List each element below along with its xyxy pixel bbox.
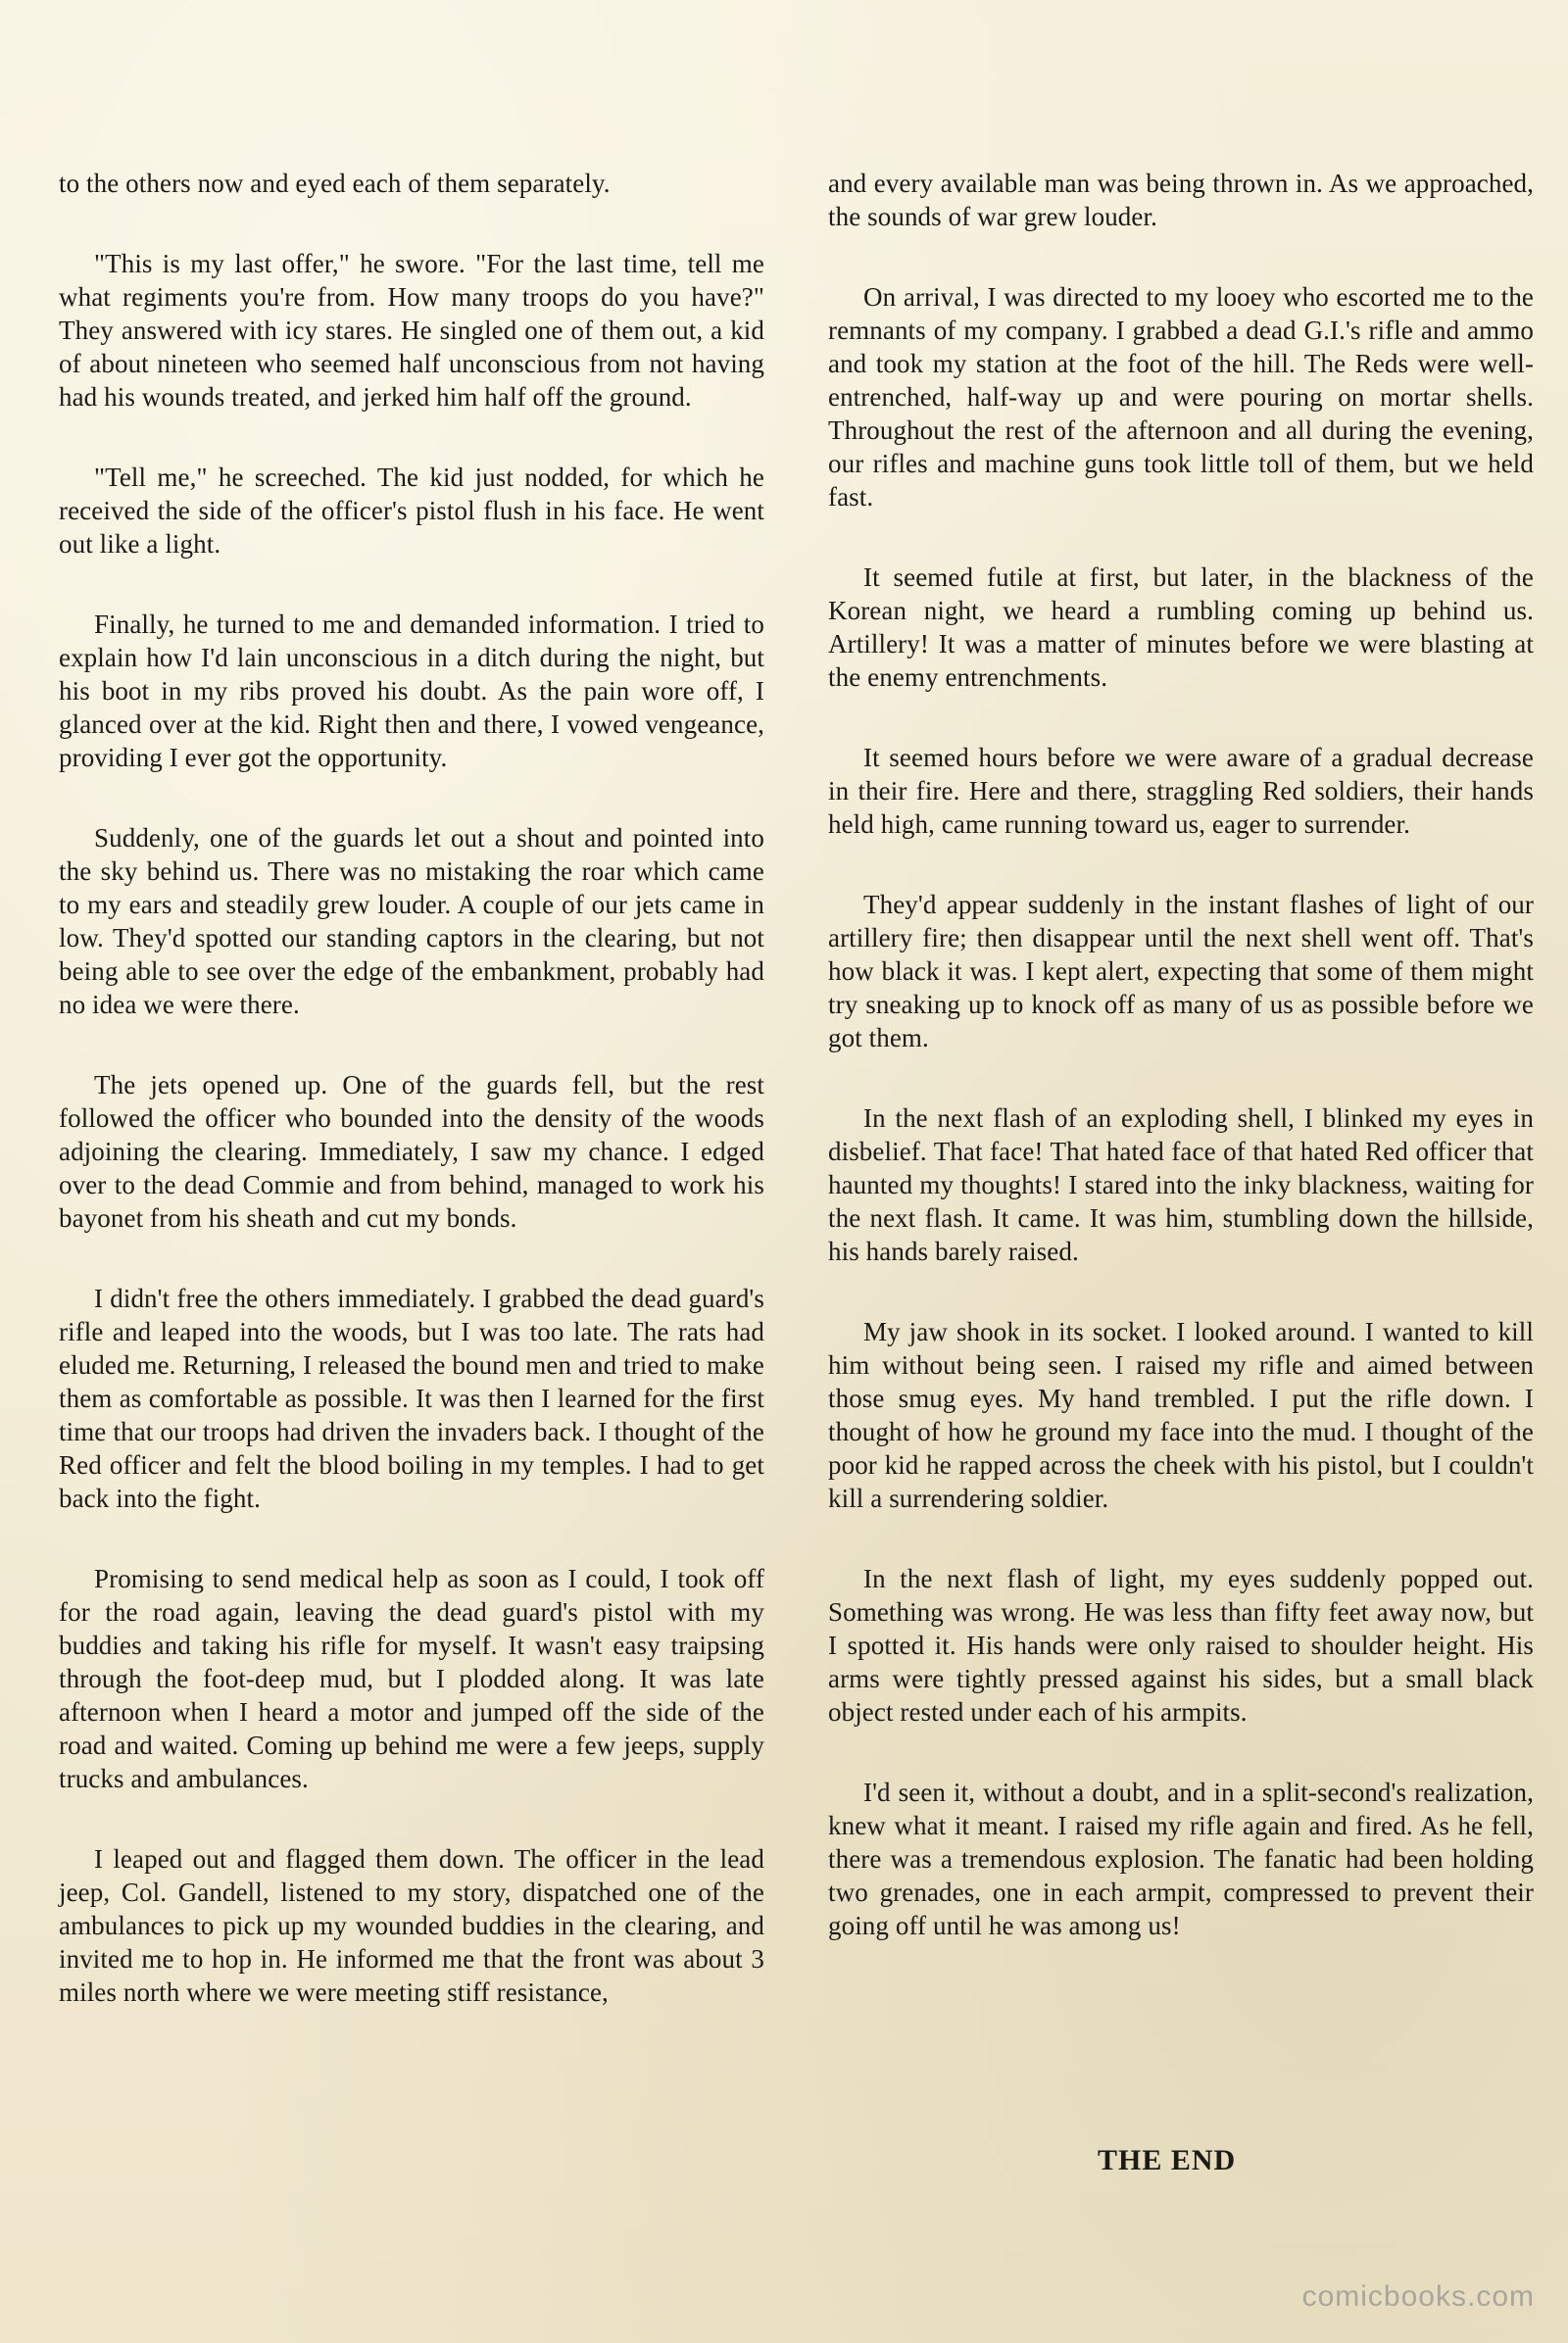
story-paragraph: The jets opened up. One of the guards fell, but the rest followed the officer who bounded into the density of the woods adjoining the clearing. Immediately, I saw my chance. I edged over to the dead Commie and from behind, managed to work his bayonet from his sheath and cut my bonds. bbox=[59, 1070, 764, 1233]
story-paragraph: On arrival, I was directed to my looey who escorted me to the remnants of my company. I grabbed a dead G.I.'s rifle and ammo and took my station at the foot of the hill. The Reds were well-entrenched, half-way up and were pouring on mortar shells. Throughout the rest of the afternoon and all during the evening, our rifles and machine guns took little toll of them, but we held fast. bbox=[828, 282, 1534, 512]
story-paragraph: I leaped out and flagged them down. The officer in the lead jeep, Col. Gandell, listened to my story, dispatched one of the ambulances to pick up my wounded buddies in the clearing, and invited me to hop in. He informed me that the front was about 3 miles north where we were meeting stiff resistance, bbox=[59, 1844, 764, 2007]
story-paragraph: My jaw shook in its socket. I looked around. I wanted to kill him without being seen. I raised my rifle and aimed between those smug eyes. My hand trembled. I put the rifle down. I thought of how he ground my face into the mud. I thought of the poor kid he rapped across the cheek with his pistol, but I couldn't kill a surrendering soldier. bbox=[828, 1317, 1534, 1513]
story-paragraph: to the others now and eyed each of them separately. bbox=[59, 169, 611, 198]
story-paragraph: In the next flash of an exploding shell, I blinked my eyes in disbelief. That face! That hated face of that hated Red officer that haunted my thoughts! I stared into the inky blackness, waiting for the next flash. It came. It was him, stumbling down the hillside, his hands barely raised. bbox=[828, 1103, 1534, 1266]
story-paragraph: Suddenly, one of the guards let out a shout and pointed into the sky behind us. There was no mistaking the roar which came to my ears and steadily grew louder. A couple of our jets came in low. They'd spotted our standing captors in the clearing, but not being able to see over the edge of the embankment, probably had no idea we were there. bbox=[59, 823, 764, 1019]
right-column bbox=[828, 167, 1534, 1989]
story-paragraph: "This is my last offer," he swore. "For the last time, tell me what regiments you're from. How many troops do you have?" They answered with icy stares. He singled one of them out, a kid of about nineteen who seemed half unconscious from not having had his wounds treated, and jerked him half off the ground. bbox=[59, 249, 764, 412]
story-paragraph: Finally, he turned to me and demanded information. I tried to explain how I'd lain unconscious in a ditch during the night, but his boot in my ribs proved his doubt. As the pain wore off, I glanced over at the kid. Right then and there, I vowed vengeance, providing I ever got the opportunity. bbox=[59, 610, 764, 772]
the-end-label: THE END bbox=[1098, 2144, 1237, 2176]
story-paragraph: Promising to send medical help as soon as I could, I took off for the road again, leaving the dead guard's pistol with my buddies and taking his rifle for myself. It wasn't easy traipsing through the foot-deep mud, but I plodded along. It was late afternoon when I heard a motor and jumped off the side of the road and waited. Coming up behind me were a few jeeps, supply trucks and ambulances. bbox=[59, 1564, 764, 1793]
story-paragraph: I'd seen it, without a doubt, and in a split-second's realization, knew what it meant. I raised my rifle again and fired. As he fell, there was a tremendous explosion. The fanatic had been holding two grenades, one in each armpit, compressed to prevent their going off until he was among us! bbox=[828, 1778, 1534, 1940]
site-watermark: comicbooks.com bbox=[1301, 2280, 1535, 2313]
story-paragraph: I didn't free the others immediately. I grabbed the dead guard's rifle and leaped into the woods, but I was too late. The rats had eluded me. Returning, I released the bound men and tried to make them as comfortable as possible. It was then I learned for the first time that our troops had driven the invaders back. I thought of the Red officer and felt the blood boiling in my temples. I had to get back into the fight. bbox=[59, 1284, 764, 1513]
story-paragraph: "Tell me," he screeched. The kid just nodded, for which he received the side of the officer's pistol flush in his face. He went out like a light. bbox=[59, 463, 764, 559]
story-paragraph: It seemed hours before we were aware of a gradual decrease in their fire. Here and there, straggling Red soldiers, their hands held high, came running toward us, eager to surrender. bbox=[828, 743, 1534, 839]
story-paragraph: They'd appear suddenly in the instant flashes of light of our artillery fire; then disappear until the next shell went off. That's how black it was. I kept alert, expecting that some of them might try sneaking up to knock off as many of us as possible before we got them. bbox=[828, 890, 1534, 1052]
left-column bbox=[59, 167, 764, 2056]
story-paragraph: It seemed futile at first, but later, in the blackness of the Korean night, we heard a rumbling coming up behind us. Artillery! It was a matter of minutes before we were blasting at the enemy entrenchments. bbox=[828, 562, 1534, 692]
story-paragraph: In the next flash of light, my eyes suddenly popped out. Something was wrong. He was less than fifty feet away now, but I spotted it. His hands were only raised to shoulder height. His arms were tightly pressed against his sides, but a small black object rested under each of his armpits. bbox=[828, 1564, 1534, 1727]
story-paragraph: and every available man was being thrown in. As we approached, the sounds of war grew louder. bbox=[828, 169, 1534, 231]
